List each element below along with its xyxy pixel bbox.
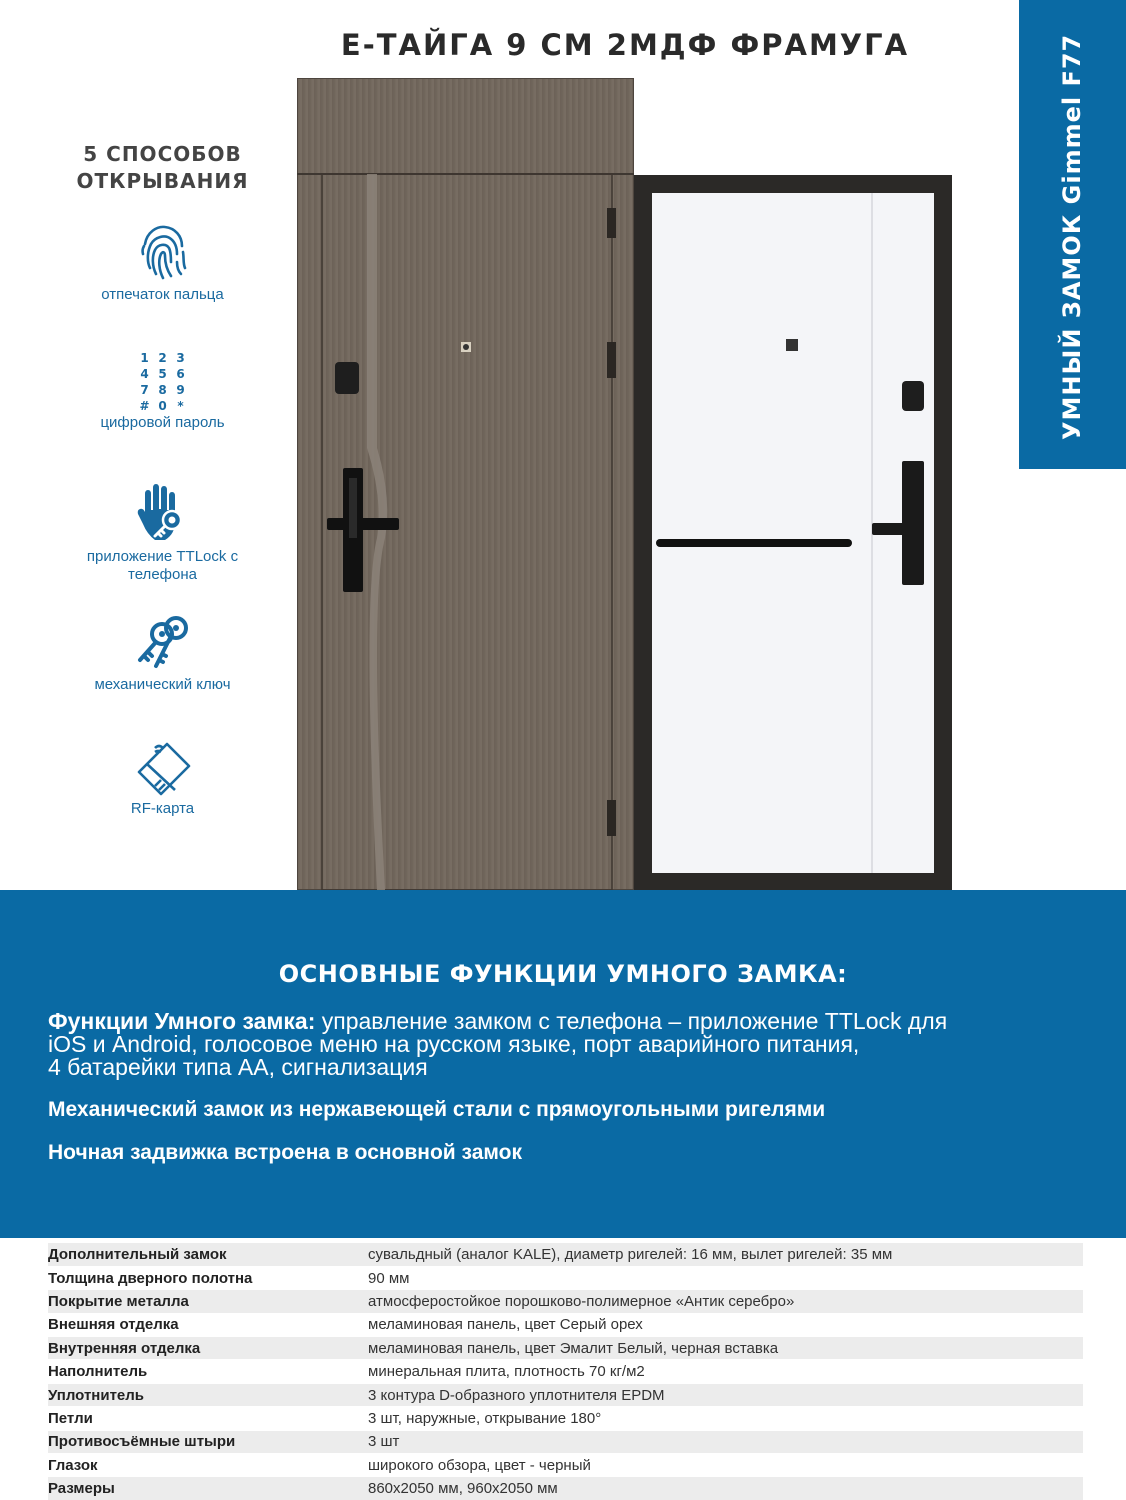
smart-functions-text: iOS и Android, голосовое меню на русском языке, порт аварийного питания, <box>48 1031 860 1057</box>
spec-value: минеральная плита, плотность 70 кг/м2 <box>360 1360 1083 1383</box>
spec-value: меламиновая панель, цвет Эмалит Белый, черная вставка <box>360 1337 1083 1360</box>
method-label: RF-карта <box>130 800 195 817</box>
functions-section <box>0 890 1126 1238</box>
spec-value: широкого обзора, цвет - черный <box>360 1454 1083 1477</box>
spec-key: Внутренняя отделка <box>48 1337 360 1360</box>
smart-functions-paragraph <box>48 1010 1088 1079</box>
opening-methods-heading: 5 СПОСОБОВ ОТКРЫВАНИЯ <box>76 142 249 193</box>
spec-value: 3 шт, наружные, открывание 180° <box>360 1407 1083 1430</box>
key-label: * <box>177 399 184 413</box>
table-row <box>48 1430 1083 1453</box>
key-label: 7 <box>140 383 149 397</box>
spec-key: Наполнитель <box>48 1360 360 1383</box>
key-label: 6 <box>176 367 185 381</box>
smart-functions-text: управление замком с телефона – приложение TTLock для <box>321 1008 948 1034</box>
keypad-icon <box>60 350 265 414</box>
key-label: 4 <box>140 367 149 381</box>
table-row <box>48 1266 1083 1289</box>
hand-key-icon <box>135 482 191 544</box>
spec-value: 90 мм <box>360 1266 1083 1289</box>
table-row <box>48 1337 1083 1360</box>
key-label: 1 <box>140 351 149 365</box>
method-fingerprint <box>60 222 265 304</box>
key-label: 0 <box>158 399 167 413</box>
method-rf-card <box>60 740 265 818</box>
key-label: 3 <box>176 351 185 365</box>
spec-key: Размеры <box>48 1477 360 1500</box>
spec-value: 3 контура D-образного уплотнителя EPDM <box>360 1383 1083 1406</box>
table-row <box>48 1454 1083 1477</box>
spec-key: Дополнительный замок <box>48 1243 360 1266</box>
method-label: механический ключ <box>94 676 231 693</box>
mechanical-lock-text: Механический замок из нержавеющей стали с прямоугольными ригелями <box>48 1098 826 1121</box>
rf-card-icon <box>133 740 193 796</box>
table-row <box>48 1243 1083 1266</box>
spec-key: Покрытие металла <box>48 1290 360 1313</box>
door-inner-image <box>634 175 952 890</box>
functions-heading: ОСНОВНЫЕ ФУНКЦИИ УМНОГО ЗАМКА: <box>278 960 848 988</box>
method-label: приложение TTLock с телефона <box>86 548 239 583</box>
spec-key: Петли <box>48 1407 360 1430</box>
spec-value: сувальдный (аналог KALE), диаметр ригелей: 16 мм, вылет ригелей: 35 мм <box>360 1243 1083 1266</box>
key-label: 2 <box>158 351 167 365</box>
spec-value: меламиновая панель, цвет Серый орех <box>360 1313 1083 1336</box>
side-banner-label: УМНЫЙ ЗАМОК Gimmel F77 <box>1058 33 1086 440</box>
key-label: 5 <box>158 367 167 381</box>
key-label: # <box>139 399 150 413</box>
method-label: цифровой пароль <box>100 414 225 431</box>
spec-key: Противосъёмные штыри <box>48 1430 360 1453</box>
door-outer-image <box>297 78 634 890</box>
product-title: Е-ТАЙГА 9 СМ 2МДФ ФРАМУГА <box>340 28 910 62</box>
key-label: 9 <box>176 383 185 397</box>
table-row <box>48 1383 1083 1406</box>
table-row <box>48 1477 1083 1500</box>
table-row <box>48 1360 1083 1383</box>
table-row <box>48 1407 1083 1430</box>
keys-icon <box>132 612 194 672</box>
table-row <box>48 1313 1083 1336</box>
spec-value: 860х2050 мм, 960х2050 мм <box>360 1477 1083 1500</box>
spec-value: атмосферостойкое порошково-полимерное «Антик серебро» <box>360 1290 1083 1313</box>
spec-value: 3 шт <box>360 1430 1083 1453</box>
method-password <box>60 350 265 432</box>
night-latch-text: Ночная задвижка встроена в основной замок <box>48 1141 522 1164</box>
specifications-table <box>48 1243 1083 1500</box>
spec-key: Внешняя отделка <box>48 1313 360 1336</box>
spec-key: Уплотнитель <box>48 1383 360 1406</box>
method-label: отпечаток пальца <box>101 286 224 303</box>
spec-key: Глазок <box>48 1454 360 1477</box>
method-mechanical-key <box>60 612 265 694</box>
smart-functions-lead: Функции Умного замка: <box>48 1008 316 1034</box>
spec-key: Толщина дверного полотна <box>48 1266 360 1289</box>
table-row <box>48 1290 1083 1313</box>
method-app <box>60 482 265 584</box>
key-label: 8 <box>158 383 167 397</box>
fingerprint-icon <box>137 222 189 282</box>
smart-functions-text: 4 батарейки типа АА, сигнализация <box>48 1054 428 1080</box>
